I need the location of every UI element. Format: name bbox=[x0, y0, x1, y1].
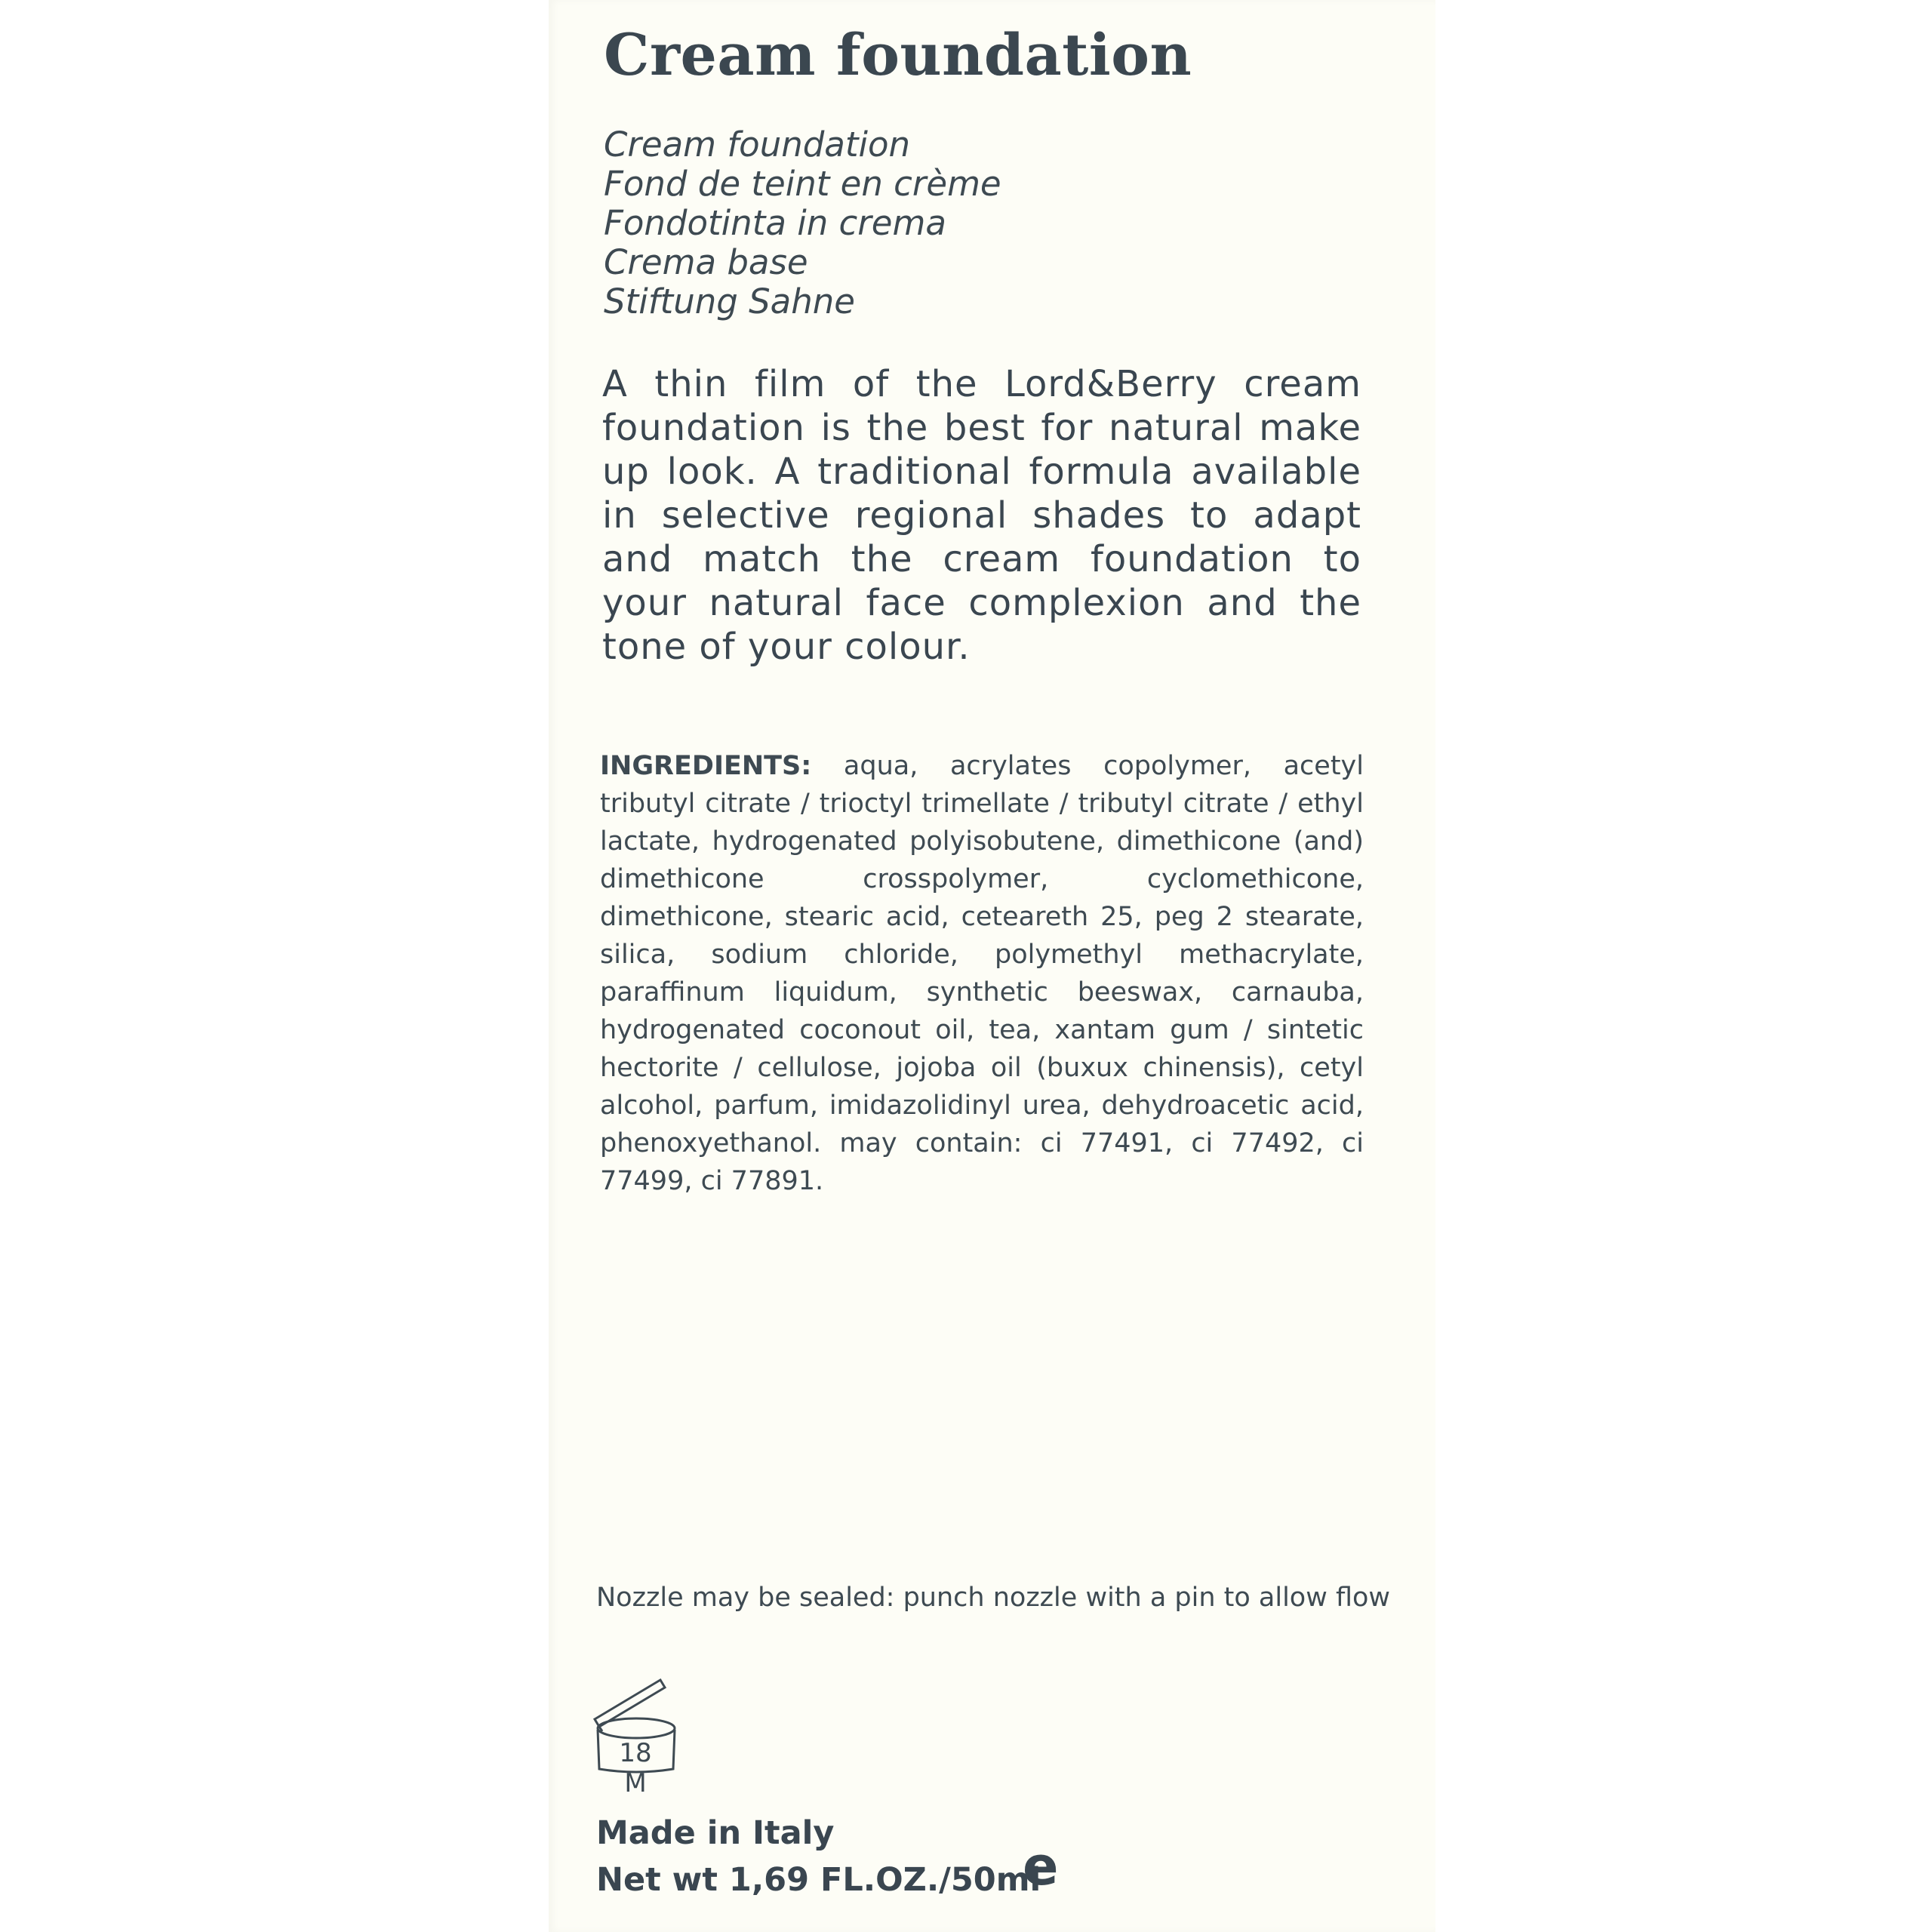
pao-label: 18 M bbox=[619, 1738, 652, 1798]
product-description: A thin film of the Lord&Berry cream foundation is the best for natural make up look. A traditional formula available in selective regional shades to adapt and match the cream foundation to your natural face complexion and the tone of your colour. bbox=[602, 363, 1361, 668]
ingredients-list: aqua, acrylates copolymer, acetyl tributyl citrate / trioctyl trimellate / tributyl citrate / ethyl lactate, hydrogenated polyisobutene, dimethicone (and) dimethicone crosspolymer, cyclomethicone, dimethicone, stearic acid, ceteareth 25, peg 2 stearate, silica, sodium chloride, polymethyl methacrylate, paraffinum liquidum, synthetic beeswax, carnauba, hydrogenated coconout oil, tea, xantam gum / sintetic hectorite / cellulose, jojoba oil (buxux chinensis), cetyl alcohol, parfum, imidazolidinyl urea, dehydroacetic acid, phenoxyethanol. may contain: ci 77491, ci 77492, ci 77499, ci 77891. bbox=[600, 751, 1364, 1196]
translation-line: Crema base bbox=[604, 242, 808, 282]
product-title: Cream foundation bbox=[604, 21, 1192, 88]
ingredients-label: INGREDIENTS: bbox=[600, 751, 812, 781]
translation-line: Cream foundation bbox=[604, 125, 911, 165]
product-name-translations bbox=[604, 125, 1001, 321]
period-after-opening-symbol bbox=[589, 1675, 679, 1798]
translation-line: Stiftung Sahne bbox=[604, 281, 855, 321]
made-in-text: Made in Italy bbox=[596, 1814, 835, 1852]
estimated-sign: e bbox=[1023, 1835, 1059, 1897]
translation-line: Fond de teint en crème bbox=[604, 164, 1001, 204]
ingredients-block bbox=[600, 747, 1364, 1200]
translation-line: Fondotinta in crema bbox=[604, 203, 946, 243]
net-weight-text: Net wt 1,69 FL.OZ./50ml bbox=[596, 1861, 1041, 1899]
nozzle-note: Nozzle may be sealed: punch nozzle with a pin to allow flow bbox=[596, 1583, 1391, 1613]
